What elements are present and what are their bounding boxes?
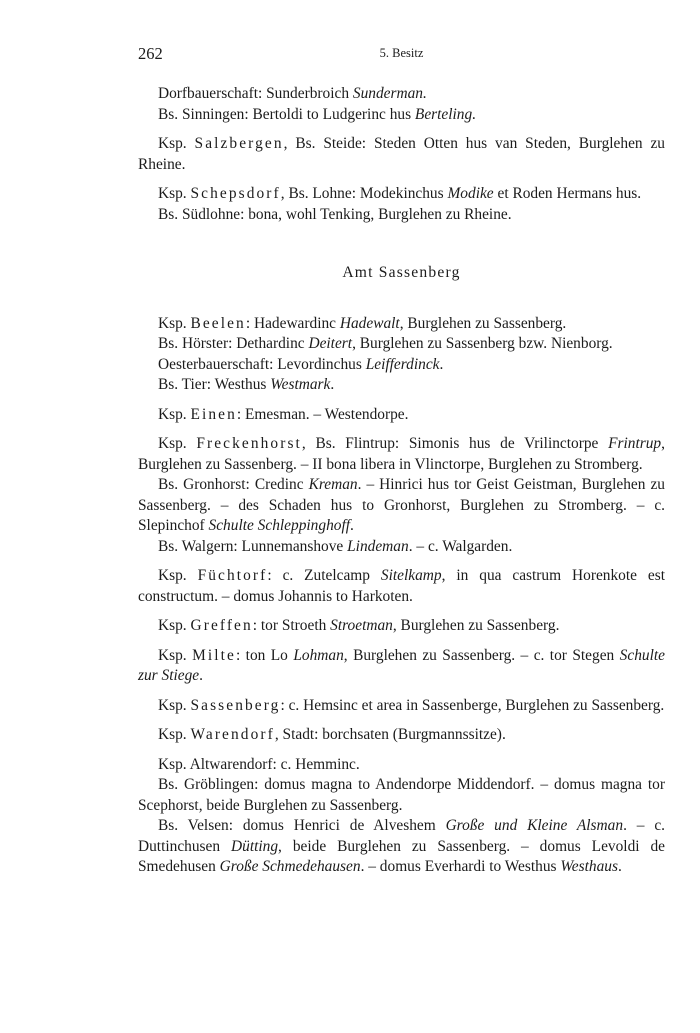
text-run: Ksp. [158, 646, 193, 664]
text-run: , Burglehen zu Sassenberg. – II bona libera in Vlinctorpe, Burglehen zu Stromberg. [138, 435, 665, 473]
italic-name: Westhaus [560, 858, 618, 875]
italic-name: Schulte Schleppinghoff [208, 517, 351, 534]
text-run: , Bs. Flintrup: Simonis hus de Vrilinctorpe [301, 435, 609, 452]
text-run: Bs. Velsen: domus Henrici de Alveshem [158, 817, 446, 834]
parish-name: Milte [192, 646, 236, 664]
italic-name: Berteling. [414, 105, 477, 123]
text-run: , Burglehen zu Sassenberg. – c. tor Stegen [343, 646, 620, 664]
italic-name: Große und Kleine Alsman [445, 817, 624, 834]
parish-name: Einen [190, 405, 237, 423]
text-run: Bs. Sinningen: Bertoldi to Ludgerinc hus [158, 105, 415, 123]
italic-name: Sitelkamp [380, 567, 442, 584]
text-run: Bs. Gröblingen: domus magna to Andendorpe Middendorf. – domus magna tor Scephorst, beide Burglehen zu Sassenberg. [138, 776, 665, 814]
italic-name: Dütting [231, 837, 279, 855]
italic-name: Lindeman [347, 537, 409, 555]
text-run: : ton Lo [235, 646, 294, 664]
parish-name: Freckenhorst [196, 435, 302, 452]
entry-paragraph [138, 816, 665, 878]
text-run: Bs. Hörster: Dethardinc [158, 335, 309, 352]
text-run: , Burglehen zu Sassenberg. [392, 617, 560, 634]
entry-paragraph [138, 84, 665, 105]
italic-name: Hadewalt [339, 314, 400, 332]
text-run: : Emesman. – Westendorpe. [236, 405, 409, 423]
text-run: . – c. Duttinchusen [138, 817, 666, 855]
text-run: Ksp. [158, 567, 198, 584]
entry-paragraph [138, 105, 665, 126]
page-header [138, 44, 665, 66]
entry-paragraph [138, 434, 665, 475]
text-run: Dorfbauerschaft: Sunderbroich [158, 85, 353, 102]
text-run: : c. Zutelcamp [267, 567, 381, 584]
entry-paragraph [138, 725, 665, 746]
italic-name: Deitert [308, 335, 353, 352]
parish-name: Beelen [190, 314, 246, 332]
text-run: : Hadewardinc [245, 314, 340, 332]
text-run: Ksp. [158, 726, 191, 743]
text-run: , Burglehen zu Sassenberg. [399, 314, 567, 332]
text-run: et Roden Hermans hus. [493, 185, 642, 202]
page-number: 262 [138, 44, 163, 63]
entry-paragraph [138, 205, 665, 226]
parish-name: Füchtorf [197, 567, 268, 584]
entry-paragraph [138, 334, 665, 355]
text-run: , beide Burglehen zu Sassenberg. – domus Levoldi de Smedehusen [138, 837, 665, 875]
section-heading: Amt Sassenberg [342, 264, 461, 281]
text-run: : c. Hemsinc et area in Sassenberge, Burglehen zu Sassenberg. [280, 696, 665, 714]
text-run: , Bs. Steide: Steden Otten hus van Steden, Burglehen zu Rheine. [138, 135, 665, 173]
text-run: : tor Stroeth [252, 617, 331, 634]
entry-paragraph [138, 314, 665, 335]
text-run: Ksp. [158, 135, 195, 152]
text-run: , Burglehen zu Sassenberg bzw. Nienborg. [352, 335, 613, 352]
entry-paragraph [138, 537, 665, 558]
italic-name: Stroetman [330, 617, 393, 634]
text-run: . [350, 517, 354, 534]
text-run: Bs. Walgern: Lunnemanshove [158, 537, 348, 555]
italic-name: Große Schmedehausen [219, 858, 361, 875]
running-title: 5. Besitz [379, 46, 424, 60]
italic-name: Westmark [270, 376, 331, 393]
text-run: , Bs. Lohne: Modekinchus [280, 185, 448, 202]
italic-name: Kreman [308, 476, 358, 493]
text-run: Ksp. [158, 405, 191, 423]
text-run: . [439, 355, 444, 373]
text-run: Ksp. [158, 314, 191, 332]
text-run: . [199, 667, 203, 684]
parish-name: Sassenberg [190, 696, 281, 714]
text-run: . – Hinrici hus tor Geist Geistman, Burglehen zu Sassenberg. – des Schaden hus to Gronhorst, Burglehen zu Stromberg. – c. Slepinchof [138, 476, 665, 534]
text-run: , in qua castrum Horenkote est constructum. – domus Johannis to Harkoten. [138, 567, 665, 605]
text-run: . – domus Everhardi to Westhus [360, 858, 561, 875]
entry-paragraph [138, 755, 665, 776]
text-run: . [330, 376, 335, 393]
parish-name: Salzbergen [194, 135, 284, 152]
italic-name: Lohman [293, 646, 344, 664]
text-run: . – c. Walgarden. [408, 537, 513, 555]
text-run: Ksp. [158, 617, 191, 634]
entry-paragraph [138, 616, 665, 637]
text-run: Bs. Gronhorst: Credinc [158, 476, 309, 493]
entry-paragraph [138, 646, 665, 687]
italic-name: Modike [447, 185, 494, 202]
text-run: Ksp. [158, 185, 191, 202]
parish-name: Warendorf [190, 726, 275, 743]
text-run: Ksp. Altwarendorf: c. Hemminc. [158, 755, 360, 773]
entry-paragraph [138, 184, 665, 205]
entry-paragraph [138, 566, 665, 607]
entry-paragraph [138, 696, 665, 717]
text-run: Bs. Tier: Westhus [158, 376, 271, 393]
entry-paragraph [138, 775, 665, 816]
entry-paragraph [138, 134, 665, 175]
page-body [138, 84, 665, 878]
text-run: Oesterbauerschaft: Levordinchus [158, 355, 366, 373]
text-run: , Stadt: borchsaten (Burgmannssitze). [274, 726, 506, 743]
text-run: Bs. Südlohne: bona, wohl Tenking, Burglehen zu Rheine. [158, 205, 512, 223]
entry-paragraph [138, 475, 665, 537]
entry-paragraph [138, 375, 665, 396]
italic-name: Schulte zur Stiege [138, 646, 665, 684]
text-run: Ksp. [158, 696, 191, 714]
italic-name: Sunderman. [352, 85, 427, 102]
entry-paragraph [138, 405, 665, 426]
text-run: Ksp. [158, 435, 197, 452]
italic-name: Leifferdinck [365, 355, 440, 373]
entry-paragraph [138, 355, 665, 376]
parish-name: Greffen [190, 617, 253, 634]
parish-name: Schepsdorf [190, 185, 281, 202]
text-run: . [617, 858, 622, 875]
italic-name: Frintrup [608, 435, 662, 452]
